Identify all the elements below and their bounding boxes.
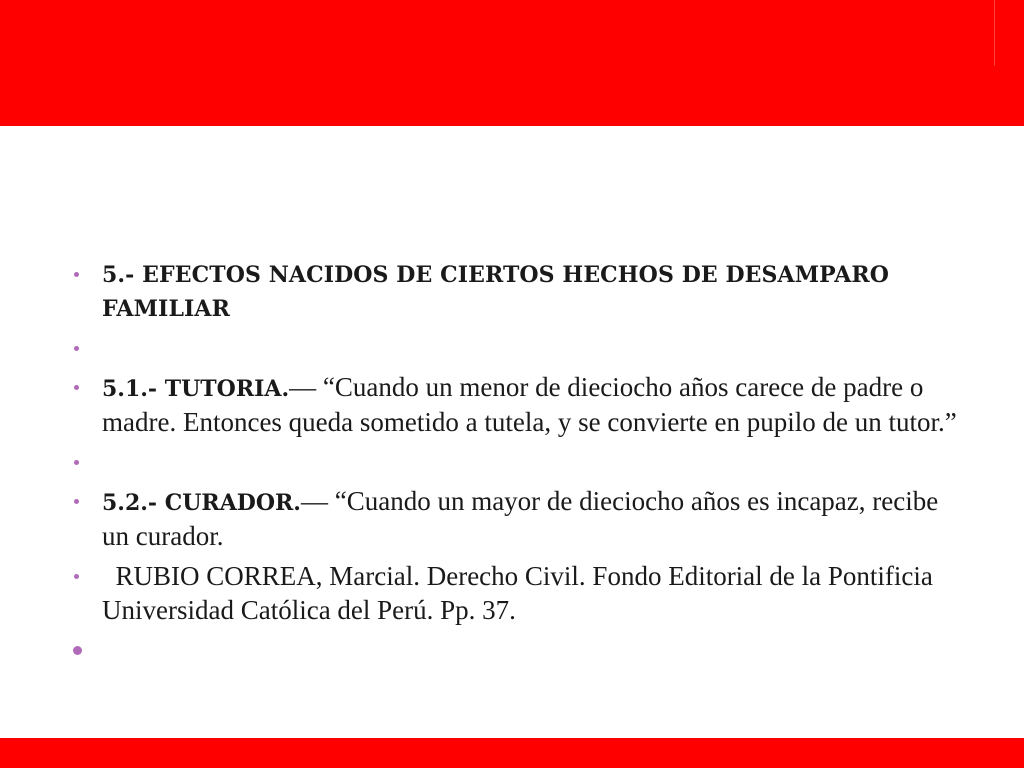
bottom-red-band (0, 738, 1024, 768)
bullet-dot-icon (74, 574, 79, 579)
slide-content (70, 258, 970, 673)
tutoria-text: — “Cuando un menor de dieciocho años carece de padre o madre. Entonces queda sometido a tutela, y se convierte en pupilo de un tutor.” (102, 372, 957, 437)
citation-text: RUBIO CORREA, Marcial. Derecho Civil. Fondo Editorial de la Pontificia Universidad Católica del Perú. Pp. 37. (102, 561, 940, 625)
bullet-item-heading (70, 258, 970, 326)
curador-text: — “Cuando un mayor de dieciocho años es incapaz, recibe un curador. (102, 486, 939, 551)
bullet-item-curador (70, 485, 970, 554)
section-heading: 5.- EFECTOS NACIDOS DE CIERTOS HECHOS DE DESAMPARO FAMILIAR (102, 262, 890, 322)
bullet-dot-icon (73, 646, 82, 655)
bullet-dot-icon (74, 460, 79, 465)
curador-label: 5.2.- CURADOR. (102, 490, 301, 516)
bullet-dot-icon (74, 272, 79, 277)
bullet-list (70, 258, 970, 667)
bullet-item-empty (70, 446, 970, 479)
bullet-dot-icon (74, 346, 79, 351)
bullet-dot-icon (74, 499, 79, 504)
bullet-dot-icon (74, 385, 79, 390)
bullet-item-tutoria (70, 371, 970, 440)
bullet-item-citation (70, 560, 970, 628)
bullet-item-empty (70, 332, 970, 365)
top-band-divider (994, 0, 995, 66)
bullet-item-empty (70, 634, 970, 667)
tutoria-label: 5.1.- TUTORIA. (102, 376, 290, 402)
top-red-band (0, 0, 1024, 126)
